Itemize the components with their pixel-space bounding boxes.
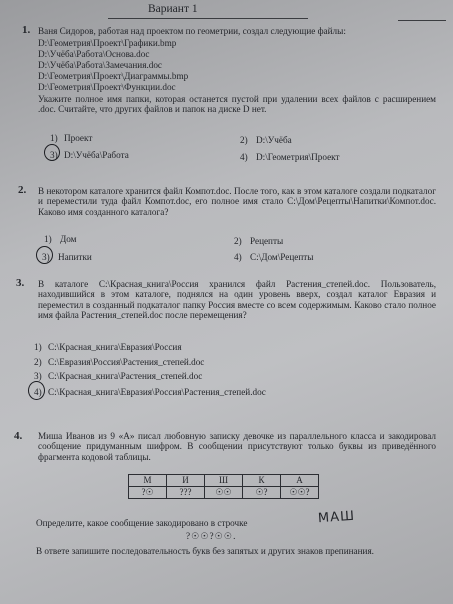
- answer-circle: [28, 381, 45, 400]
- option-text: С:\Красная_книга\Евразия\Россия\Растения_степей.doc: [48, 387, 266, 397]
- option-number: 3): [50, 150, 58, 160]
- option-number: 1): [34, 342, 42, 352]
- question-text: В некотором каталоге хранится файл Компот.doc. После того, как в этом каталоге создали подкаталог и переместили туда файл Компот.doc, его полное имя стало C:\Дом\Рецепты\Напитки\Компот.doc. Каково имя созданного каталога?: [38, 186, 436, 217]
- option-text: С:\Евразия\Россия\Растения_степей.doc: [48, 357, 205, 367]
- table-cell: ?☉: [129, 487, 167, 499]
- file-path: D:\Учёба\Работа\Замечания.doc: [38, 60, 163, 70]
- option-text: D:\Учёба\Работа: [64, 150, 129, 160]
- table-cell: ???: [167, 487, 205, 499]
- table-cell: И: [167, 475, 205, 487]
- option-number: 4): [240, 152, 248, 162]
- question-text: В каталоге C:\Красная_книга\Россия хранился файл Растения_степей.doc. Пользователь, находившийся в этом каталоге, поднялся на один уровень вверх, создал каталог Евразия и переместил в созданный подкаталог папку Россия вместе со всем содержимым. Каково стало полное имя файла Растения_степей.doc после перемещения?: [38, 279, 436, 320]
- divider: [108, 18, 308, 19]
- option-text: D:\Учёба: [256, 135, 292, 145]
- option-text: Напитки: [58, 252, 92, 262]
- option-text: С:\Красная_книга\Растения_степей.doc: [48, 371, 203, 381]
- table-cell: М: [129, 475, 167, 487]
- option-text: Рецепты: [250, 236, 284, 246]
- option-text: Дом: [60, 234, 77, 244]
- question-text: В ответе запишите последовательность букв без запятых и других знаков препинания.: [36, 546, 374, 556]
- question-number: 1.: [22, 24, 31, 36]
- question-number: 4.: [14, 430, 23, 442]
- option-number: 4): [234, 252, 242, 262]
- table-cell: А: [281, 475, 319, 487]
- option-number: 2): [234, 236, 242, 246]
- option-number: 1): [50, 133, 58, 143]
- encoded-message: ?☉☉?☉☉.: [186, 531, 237, 541]
- option-text: С:\Красная_книга\Евразия\Россия: [48, 342, 182, 352]
- question-text: Укажите полное имя папки, которая останется пустой при удалении всех файлов с расширением .doc. Считайте, что других файлов и папок на диске D нет.: [38, 94, 436, 115]
- table-cell: ☉☉?: [281, 487, 319, 499]
- file-path: D:\Геометрия\Проект\Диаграммы.bmp: [38, 71, 189, 81]
- option-text: D:\Геометрия\Проект: [256, 152, 340, 162]
- table-cell: ☉☉: [205, 487, 243, 499]
- answer-circle: [36, 246, 53, 264]
- question-number: 2.: [18, 184, 27, 196]
- option-number: 3): [34, 371, 42, 381]
- option-text: С:\Дом\Рецепты: [250, 252, 314, 262]
- option-number: 4): [34, 387, 42, 397]
- option-number: 2): [34, 357, 42, 367]
- file-path: D:\Геометрия\Проект\Функции.doc: [38, 82, 176, 92]
- code-table-codes-row: [129, 487, 319, 499]
- table-cell: Ш: [205, 475, 243, 487]
- file-path: D:\Геометрия\Проект\Графики.bmp: [38, 38, 177, 48]
- file-path: D:\Учёба\Работа\Основа.doc: [38, 49, 150, 59]
- question-text: Ваня Сидоров, работая над проектом по геометрии, создал следующие файлы:: [38, 26, 346, 36]
- handwritten-answer: МАШ: [317, 508, 356, 527]
- table-cell: ☉?: [243, 487, 281, 499]
- answer-circle: [44, 144, 60, 161]
- code-table-letters-row: [129, 475, 319, 487]
- option-text: Проект: [64, 133, 93, 143]
- table-cell: К: [243, 475, 281, 487]
- divider: [398, 20, 446, 21]
- option-number: 3): [42, 252, 50, 262]
- option-number: 2): [240, 135, 248, 145]
- code-table: [128, 474, 319, 499]
- variant-title: Вариант 1: [148, 3, 198, 15]
- option-number: 1): [44, 234, 52, 244]
- question-number: 3.: [16, 277, 25, 289]
- question-text: Миша Иванов из 9 «А» писал любовную записку девочке из параллельного класса и закодировал сообщение придуманным шифром. В сообщении присутствуют только буквы из приведённого фрагмента кодовой таблицы.: [38, 431, 436, 462]
- question-text: Определите, какое сообщение закодировано в строчке: [36, 518, 248, 528]
